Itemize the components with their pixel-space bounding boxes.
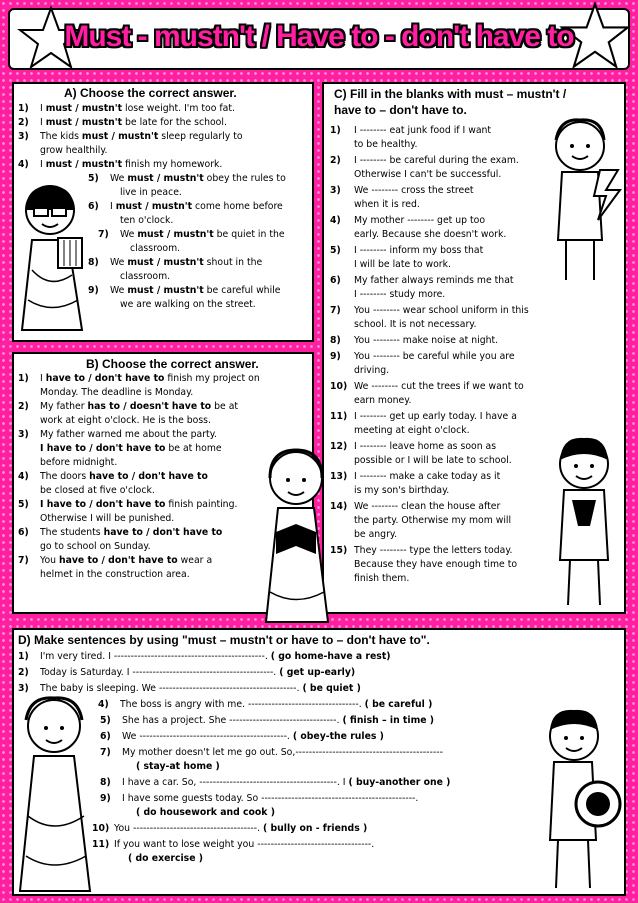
choice-options: must / mustn't (81, 131, 159, 142)
section-a-item (110, 284, 280, 312)
section-a-item (110, 172, 286, 200)
choice-options: have to / don't have to (45, 373, 165, 384)
sentence: The baby is sleeping. We -----------------------------------------. (40, 683, 300, 694)
section-a-item (110, 256, 262, 284)
section-c-item (354, 350, 515, 378)
section-c-item-line: I -------- leave home as soon as (354, 441, 497, 452)
section-d-item (122, 746, 443, 774)
section-a-item (110, 200, 283, 228)
text: come home before (192, 201, 283, 212)
section-d-item (120, 698, 432, 712)
text: ten o'clock. (120, 215, 174, 226)
section-c-item-number: 2) (330, 155, 341, 166)
section-d-item-line (122, 776, 450, 790)
section-b-item-line (40, 512, 237, 526)
text: wear a (177, 555, 213, 566)
section-c-item-number: 4) (330, 215, 341, 226)
section-c-item-number: 10) (330, 381, 348, 392)
section-c-item-line: I -------- study more. (354, 289, 446, 300)
section-b-item-line (40, 540, 222, 554)
section-d-item (114, 822, 367, 836)
sentence: I have some guests today. So ----------------------------------------------. (122, 793, 419, 804)
verb-cue: ( finish – in time ) (342, 715, 435, 726)
section-b-item-line (40, 400, 238, 414)
section-c-item-number: 3) (330, 185, 341, 196)
section-d-item-line (122, 714, 434, 728)
text: My father (40, 401, 88, 412)
girl-with-harp-figure (6, 180, 98, 340)
text: classroom. (130, 243, 181, 254)
choice-options: must / mustn't (127, 285, 204, 296)
section-c-item (354, 154, 519, 182)
section-c-item-line: My mother -------- get up too (354, 215, 486, 226)
text: go to school on Sunday. (40, 541, 151, 552)
choice-options: have to / don't have to (58, 555, 178, 566)
section-c-item (354, 244, 483, 272)
text: We (120, 229, 138, 240)
section-d-item (40, 650, 391, 664)
section-b-item-number: 7) (18, 555, 29, 566)
text: obey the rules to (203, 173, 286, 184)
section-a-item-line (110, 186, 286, 200)
section-c-item-line: We -------- cut the trees if we want to (354, 381, 524, 392)
section-a-item-line (110, 214, 283, 228)
text: shout in the (203, 257, 263, 268)
section-a-item-number: 9) (88, 285, 99, 296)
sentence: She has a project. She --------------------------------. (122, 715, 340, 726)
section-c-item-line: I -------- get up early today. I have a (354, 411, 517, 422)
text: be at home (165, 443, 222, 454)
section-d-item-number: 8) (100, 777, 111, 788)
section-c-item (354, 544, 517, 586)
section-c-item (354, 184, 474, 212)
verb-cue: ( do exercise ) (128, 853, 203, 864)
section-c-item-line: We -------- clean the house after (354, 501, 501, 512)
section-c-item-number: 6) (330, 275, 341, 286)
verb-cue: ( be careful ) (364, 699, 433, 710)
section-a-item (40, 116, 227, 130)
section-d-item (122, 714, 434, 728)
section-c-item-line: when it is red. (354, 199, 420, 210)
section-c-item-number: 12) (330, 441, 348, 452)
title-banner (8, 8, 630, 70)
section-d-item-number: 3) (18, 683, 29, 694)
sentence: I'm very tired. I ---------------------------------------------. (40, 651, 268, 662)
section-b-item-line (40, 414, 238, 428)
section-a-item-line (110, 172, 286, 186)
section-a-item-line (110, 200, 283, 214)
section-b-item-line (40, 442, 222, 456)
choice-options: must / mustn't (127, 257, 204, 268)
text: be late for the school. (122, 117, 227, 128)
text: finish my project on (164, 373, 260, 384)
section-b-item (40, 470, 208, 498)
section-c-item-line: the party. Otherwise my mom will (354, 515, 512, 526)
verb-cue: ( obey-the rules ) (292, 731, 384, 742)
section-c-item (354, 380, 524, 408)
verb-cue: ( get up-early) (279, 667, 356, 678)
girl-with-laurel-figure (6, 686, 106, 896)
section-c-item-number: 11) (330, 411, 348, 422)
section-d-item (114, 838, 374, 866)
sentence: Today is Saturday. I ------------------------------------------. (40, 667, 277, 678)
text: helmet in the construction area. (40, 569, 190, 580)
text: be quiet in the (213, 229, 285, 240)
section-c-item (354, 304, 529, 332)
sentence: The boss is angry with me. ---------------------------------. (120, 699, 362, 710)
section-d-item-line (122, 792, 418, 806)
section-c-item-number: 7) (330, 305, 341, 316)
section-b-item-line (40, 372, 260, 386)
section-c-heading-line1: C) Fill in the blanks with must – mustn't / (334, 87, 567, 101)
section-b-item-number: 5) (18, 499, 29, 510)
section-b-item-number: 1) (18, 373, 29, 384)
text: I (110, 201, 116, 212)
text: My father warned me about the party. (40, 429, 217, 440)
section-d-item-line (40, 666, 355, 680)
text: We (110, 173, 128, 184)
text: The kids (40, 131, 82, 142)
section-d-item (122, 776, 450, 790)
section-b-item-line (40, 568, 212, 582)
text: we are walking on the street. (120, 299, 256, 310)
section-c-item (354, 500, 511, 542)
text: before midnight. (40, 457, 118, 468)
verb-cue: ( buy-another one ) (348, 777, 451, 788)
section-c-heading-line2: have to – don't have to. (334, 103, 467, 117)
section-c-item-line: Otherwise I can't be successful. (354, 169, 502, 180)
section-c-item-line: You -------- make noise at night. (354, 335, 499, 346)
section-c-item (354, 470, 500, 498)
section-c-item-number: 5) (330, 245, 341, 256)
section-b-item-line (40, 484, 208, 498)
section-a-item-line (110, 256, 262, 270)
section-d-item-number: 4) (98, 699, 109, 710)
section-c-item (354, 440, 512, 468)
section-c-item-line: finish them. (354, 573, 410, 584)
choice-options: must / mustn't (127, 173, 204, 184)
section-c-item (354, 124, 491, 152)
section-c-item-line: be angry. (354, 529, 398, 540)
text: I (40, 373, 46, 384)
section-d-item-line (114, 822, 367, 836)
section-c-item-number: 1) (330, 125, 341, 136)
choice-options: have to / don't have to (103, 527, 223, 538)
section-b-item-line (40, 386, 260, 400)
section-d-item-number: 7) (100, 747, 111, 758)
text: You (40, 555, 59, 566)
section-c-item-line: They -------- type the letters today. (354, 545, 513, 556)
section-c-item-line: You -------- wear school uniform in this (354, 305, 529, 316)
section-b-item-number: 6) (18, 527, 29, 538)
section-b-item-line (40, 428, 222, 442)
section-d-item-number: 9) (100, 793, 111, 804)
section-d-item-number: 11) (92, 839, 110, 850)
verb-cue: ( do housework and cook ) (136, 807, 275, 818)
text: We (110, 257, 128, 268)
section-a-item-number: 8) (88, 257, 99, 268)
text: The doors (40, 471, 90, 482)
section-c-item-number: 8) (330, 335, 341, 346)
section-a-item-number: 6) (88, 201, 99, 212)
text: I (40, 103, 46, 114)
section-a-item-number: 1) (18, 103, 29, 114)
section-b-item (40, 400, 238, 428)
text: I (40, 159, 46, 170)
section-c-item-line: You -------- be careful while you are (354, 351, 515, 362)
section-c-item-number: 9) (330, 351, 341, 362)
section-b-item-line (40, 498, 237, 512)
section-d-item-number: 6) (100, 731, 111, 742)
text: classroom. (120, 271, 171, 282)
section-d-item (122, 730, 384, 744)
section-c-item-line: early. Because she doesn't work. (354, 229, 507, 240)
section-d-item-number: 5) (100, 715, 111, 726)
section-c-item-line: possible or I will be late to school. (354, 455, 512, 466)
section-c-item-number: 15) (330, 545, 348, 556)
sentence: If you want to lose weight you ----------------------------------. (114, 839, 375, 850)
section-d-heading: D) Make sentences by using "must – mustn't or have to – don't have to". (18, 633, 430, 647)
section-b-item (40, 526, 222, 554)
choice-options: must / mustn't (45, 103, 123, 114)
section-d-item-line (114, 838, 374, 852)
section-d-item-number: 1) (18, 651, 29, 662)
section-b-item-number: 3) (18, 429, 29, 440)
section-d-item (40, 666, 355, 680)
page-title: Must - mustn't / Have to - don't have to (64, 20, 574, 53)
section-d-item-line (120, 698, 432, 712)
section-a-item (40, 102, 235, 116)
section-a-item-line (120, 242, 285, 256)
choice-options: I have to / don't have to (40, 443, 166, 454)
sentence: I have a car. So, -----------------------------------------. I (122, 777, 346, 788)
section-b-item (40, 554, 212, 582)
choice-options: must / mustn't (45, 117, 123, 128)
section-d-item-line (122, 746, 443, 760)
section-a-item-line (110, 270, 262, 284)
verb-cue: ( be quiet ) (302, 683, 361, 694)
sentence: We --------------------------------------------. (122, 731, 290, 742)
section-a-item (40, 158, 222, 172)
section-b-item-number: 4) (18, 471, 29, 482)
section-d-item-number: 10) (92, 823, 110, 834)
section-c-item-line: I -------- make a cake today as it (354, 471, 501, 482)
text: be careful while (203, 285, 281, 296)
text: We (110, 285, 128, 296)
section-a-item-line (110, 298, 280, 312)
text: be at (211, 401, 239, 412)
text: finish painting. (165, 499, 238, 510)
section-a-item-line (40, 116, 227, 130)
section-d-item (122, 792, 418, 820)
boy-with-shield-figure (530, 700, 626, 896)
section-b-item-line (40, 456, 222, 470)
section-b-item-line (40, 554, 212, 568)
choice-options: must / mustn't (45, 159, 123, 170)
section-b-item (40, 498, 237, 526)
text: lose weight. I'm too fat. (122, 103, 235, 114)
section-a-item (120, 228, 285, 256)
section-c-item-line: My father always reminds me that (354, 275, 514, 286)
section-c-item (354, 410, 517, 438)
section-c-item (354, 214, 506, 242)
section-c-item-line: Because they have enough time to (354, 559, 518, 570)
verb-cue: ( stay-at home ) (136, 761, 220, 772)
section-a-item-line (110, 284, 280, 298)
section-a-heading: A) Choose the correct answer. (64, 86, 237, 100)
section-c-item-line: earn money. (354, 395, 412, 406)
section-b-item (40, 372, 260, 400)
text: finish my homework. (122, 159, 223, 170)
text: Monday. The deadline is Monday. (40, 387, 194, 398)
section-c-item-number: 14) (330, 501, 348, 512)
section-c-item-line: school. It is not necessary. (354, 319, 477, 330)
sentence: My mother doesn't let me go out. So,-------------------------------------------- (122, 747, 443, 758)
section-b-item (40, 428, 222, 470)
sentence: You -------------------------------------. (114, 823, 261, 834)
text: be closed at five o'clock. (40, 485, 155, 496)
girl-with-book-figure (252, 442, 342, 632)
section-a-item-number: 2) (18, 117, 29, 128)
section-c-item-line: meeting at eight o'clock. (354, 425, 470, 436)
section-c-item-line: I will be late to work. (354, 259, 451, 270)
choice-options: I have to / don't have to (40, 499, 166, 510)
verb-cue: ( go home-have a rest) (270, 651, 391, 662)
section-b-heading: B) Choose the correct answer. (86, 357, 259, 371)
text: I (40, 117, 46, 128)
section-a-item-line (40, 130, 243, 144)
section-a-item-number: 3) (18, 131, 29, 142)
section-d-item-line (122, 730, 384, 744)
boy-with-lightning-figure (540, 110, 626, 290)
section-a-item-line (120, 228, 285, 242)
section-c-item (354, 274, 514, 302)
text: Otherwise I will be punished. (40, 513, 175, 524)
section-a-item (40, 130, 243, 158)
verb-cue: ( bully on - friends ) (263, 823, 368, 834)
section-c-item-line: to be healthy. (354, 139, 418, 150)
text: work at eight o'clock. He is the boss. (40, 415, 211, 426)
section-b-item-line (40, 470, 208, 484)
choice-options: must / mustn't (115, 201, 193, 212)
section-b-item-line (40, 526, 222, 540)
section-a-item-line (40, 102, 235, 116)
section-c-item-number: 13) (330, 471, 348, 482)
section-b-item-number: 2) (18, 401, 29, 412)
section-d-item-number: 2) (18, 667, 29, 678)
section-a-item-line (40, 158, 222, 172)
choice-options: has to / doesn't have to (87, 401, 212, 412)
section-c-item-line: I -------- eat junk food if I want (354, 125, 492, 136)
section-a-item-number: 4) (18, 159, 29, 170)
section-c-item-line: is my son's birthday. (354, 485, 450, 496)
choice-options: have to / don't have to (89, 471, 208, 482)
section-c-item-line: I -------- be careful during the exam. (354, 155, 519, 166)
text: grow healthily. (40, 145, 108, 156)
boy-waving-figure (544, 430, 628, 615)
section-c-item-line: We -------- cross the street (354, 185, 474, 196)
section-a-item-number: 7) (98, 229, 109, 240)
section-a-item-line (40, 144, 243, 158)
text: The students (40, 527, 104, 538)
section-c-item-line: I -------- inform my boss that (354, 245, 484, 256)
choice-options: must / mustn't (137, 229, 214, 240)
section-a-item-number: 5) (88, 173, 99, 184)
section-c-item-line: driving. (354, 365, 390, 376)
section-d-item-line (40, 650, 391, 664)
text: live in peace. (120, 187, 182, 198)
text: sleep regularly to (158, 131, 243, 142)
section-c-item (354, 334, 498, 348)
